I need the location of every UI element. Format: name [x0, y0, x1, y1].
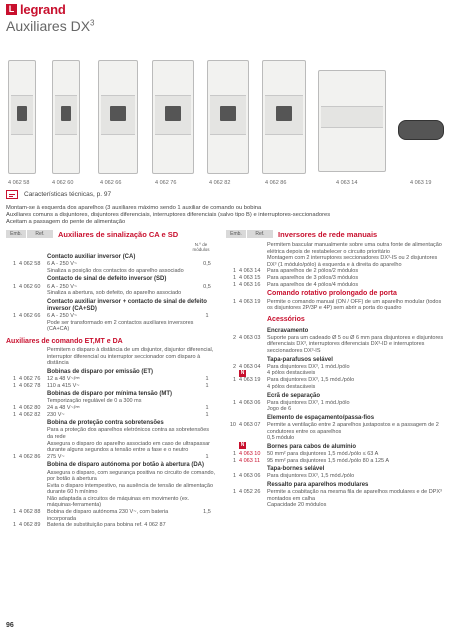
table-row	[6, 383, 216, 390]
intro-line: Auxiliares comuns a disjuntores, disjuntores diferenciais, interruptores diferenciais (salvo tipo B) e interruptores-seccionadores	[6, 212, 331, 219]
desc: Permite a coabitação na mesma fila de aparelhos modulares e de DPX³ montados em calha Capacidade 20 módulos	[267, 489, 442, 509]
ref: 4 062 66	[19, 313, 41, 320]
header-emb: Emb.	[226, 230, 246, 238]
right-column	[226, 230, 446, 509]
section-title: Auxiliares de sinalização CA e SD	[58, 229, 179, 239]
table-row	[226, 400, 446, 413]
section-title: Inversores de rede manuais	[278, 229, 378, 239]
subsection-title: Tapa-bornes selável	[267, 466, 325, 473]
ref: 4 063 07	[239, 422, 261, 429]
qty: 1	[12, 404, 16, 411]
ref: 4 063 14	[239, 268, 261, 275]
new-badge: N	[240, 441, 245, 448]
section-text: Permitem o disparo à distância de um disjuntor, disjuntor diferencial, interruptor diferencial ou interruptor seccionador com disparo à distância	[47, 346, 214, 367]
subsection-title: Bornes para cabos de alumínio	[267, 443, 357, 450]
ref: 4 063 15	[239, 274, 261, 281]
qty: 1	[12, 375, 16, 382]
right-header	[226, 230, 446, 238]
ref: 4 063 03	[239, 334, 261, 341]
left-column	[6, 230, 216, 529]
logo-text: legrand	[20, 2, 66, 17]
logo-mark: L	[6, 4, 17, 15]
table-row	[226, 275, 446, 282]
qty: 1	[12, 382, 16, 389]
section-title: Comando rotativo prolongado de porta	[267, 290, 397, 298]
subsection-title: Ressalto para aparelhos modulares	[267, 482, 369, 489]
desc: Para disjuntores DX³, 1 mód./pólo	[267, 363, 350, 370]
desc: Para aparelhos de 4 pólos/4 módulos	[267, 281, 359, 288]
qty: 1	[232, 451, 236, 458]
intro-line: Aceitam a passagem do pente de alimentação	[6, 219, 126, 226]
subsection-title: Contacto auxiliar inversor + contacto de sinal de defeito inversor (CA+SD)	[47, 298, 207, 312]
subsection-title: Tapa-parafusos selável	[267, 356, 333, 363]
qty: 1	[232, 281, 236, 288]
modules: 1	[205, 404, 209, 411]
table-row	[226, 282, 446, 289]
device-photo-3	[98, 60, 138, 174]
modules	[198, 522, 216, 529]
qty: 1	[232, 457, 236, 464]
caption-1: 4 062 58	[8, 180, 30, 186]
qty: 2	[232, 363, 236, 370]
desc: 275 V~	[47, 453, 65, 460]
subsection-title: Encravamento	[267, 327, 309, 334]
qty: 1	[232, 298, 236, 305]
desc: Suporte para um cadeado Ø 5 ou Ø 6 mm para disjuntores e disjuntores diferenciais DX³, interruptores diferenciais DX³-ID e interruptores seccionadores DX³-IS	[267, 334, 444, 354]
device-photo-7	[318, 70, 386, 172]
device-photo-8	[398, 120, 444, 140]
caption-8: 4 063 19	[410, 180, 432, 186]
section-text: Permitem bascular manualmente sobre uma outra fonte de alimentação elétrica depois de restabelecer o circuito prioritário Montagem com 2 interruptores seccionadores DX³-IS ou 2 disjuntores DX³ (1 módulo/pólo) à esquerda e à direita do aparelho	[267, 242, 442, 268]
qty: 1	[12, 411, 16, 418]
ref: 4 063 19	[239, 377, 261, 384]
modules: 1	[205, 411, 209, 418]
desc: 24 a 48 V~/⎓	[47, 404, 80, 411]
qty: 1	[12, 522, 16, 529]
qty: 1	[232, 399, 236, 406]
desc: 12 a 48 V~/⎓	[47, 375, 80, 382]
intro-line: Montam-se à esquerda dos aparelhos (3 auxiliares máximo sendo 1 auxiliar de comando ou bobina	[6, 205, 262, 211]
table-row	[6, 405, 216, 412]
qty: 1	[12, 453, 16, 460]
subsection-title: Bobina de disparo autónoma por botão à abertura (DA)	[47, 462, 205, 469]
desc: 4 pólos destacáveis	[267, 370, 316, 377]
desc: 6 A - 250 V~ Pode ser transformado em 2 contactos auxiliares inversores (CA+CA)	[47, 313, 194, 333]
caption-5: 4 062 82	[209, 180, 231, 186]
desc: 230 V~	[47, 411, 65, 418]
qty: 1	[232, 377, 236, 384]
tech-specs-link[interactable]: Características técnicas, p. 97	[24, 191, 112, 198]
caption-7: 4 063 14	[336, 180, 358, 186]
table-row	[226, 422, 446, 442]
page-number: 96	[6, 622, 14, 629]
ref: 4 062 88	[19, 509, 41, 516]
ref: 4 062 58	[19, 261, 41, 268]
table-row	[6, 284, 216, 297]
desc: Bobina de disparo autónoma 230 V~, com bateria incorporada	[47, 509, 169, 522]
table-row	[6, 412, 216, 419]
subsection-title: Elemento de espaçamento/passa-fios	[267, 414, 375, 421]
desc: Permite o comando manual (ON / OFF) de um aparelho modular (todos os disjuntores 2P/3P e 4P) sem abrir a porta do quadro	[267, 298, 442, 312]
ref: 4 063 19	[239, 298, 261, 305]
modules-header: N.º de módulos	[192, 242, 210, 252]
table-row	[226, 451, 446, 458]
ref: 4 062 60	[19, 283, 41, 290]
modules: 1	[205, 382, 209, 389]
desc: Para disjuntores DX³, 1,5 mód./pólo 4 pólos destacáveis	[267, 377, 355, 390]
qty: 1	[12, 283, 16, 290]
qty: 2	[232, 334, 236, 341]
table-row	[226, 364, 446, 371]
section-title: Auxiliares de comando ET,MT e DA	[6, 337, 123, 345]
header-ref: Ref.	[27, 230, 53, 238]
modules: 0,5	[203, 261, 211, 268]
device-photo-2	[52, 60, 80, 174]
desc: 110 a 415 V~	[47, 382, 80, 389]
ref: 4 063 04	[239, 363, 261, 370]
qty: 1	[232, 473, 236, 480]
ref: 4 063 10	[239, 451, 261, 458]
desc: 6 A - 250 V~ Sinaliza a abertura, sob defeito, do aparelho associado	[47, 283, 182, 297]
ref: 4 052 26	[239, 489, 261, 496]
qty: 1	[232, 489, 236, 496]
table-row	[6, 509, 216, 522]
header-ref: Ref.	[247, 230, 273, 238]
modules: 1,5	[203, 509, 211, 516]
qty: 10	[229, 422, 236, 429]
ref: 4 062 80	[19, 404, 41, 411]
ref: 4 062 78	[19, 382, 41, 389]
table-row	[226, 370, 446, 377]
desc: 95 mm² para disjuntores 1,5 mód./pólo 80 a 125 A	[267, 457, 389, 464]
ref: 4 062 86	[19, 453, 41, 460]
qty: 1	[12, 509, 16, 516]
caption-6: 4 062 86	[265, 180, 287, 186]
table-row	[226, 335, 446, 355]
ref: 4 062 82	[19, 411, 41, 418]
ref	[239, 370, 267, 377]
subsection-title: Bobina de proteção contra sobretensões	[47, 420, 164, 427]
desc: Para aparelhos de 3 pólos/3 módulos	[267, 274, 359, 281]
device-photo-4	[152, 60, 194, 174]
subsection-title: Bobinas de disparo por mínima tensão (MT)	[47, 391, 173, 398]
left-item-group	[6, 252, 216, 333]
ref: 4 063 11	[239, 457, 261, 464]
desc: Permite a ventilação entre 2 aparelhos justapostos e a passagem de 2 condutores entre os aparelhos 0,5 módulo	[267, 422, 439, 442]
qty	[226, 370, 239, 377]
qty: 1	[232, 268, 236, 275]
table-row	[226, 473, 446, 480]
qty: 1	[12, 261, 16, 268]
subsection-text: Temporização regulável de 0 a 300 ms	[47, 398, 142, 405]
brand-logo	[6, 2, 66, 17]
subsection-text: Assegura o disparo, com segurança positiva no circuito de comando, por botão à abertura Evita o disparo intempestivo, na ausência de tensão de alimentação durante 60 h mínimo Não adaptada a circuitos de máquinas em movimento (ex. máquinas-ferramenta)	[47, 469, 216, 509]
modules: 1	[205, 313, 209, 320]
desc: 6 A - 250 V~ Sinaliza a posição dos contactos do aparelho associado	[47, 261, 184, 274]
subsection-title: Bobinas de disparo por emissão (ET)	[47, 368, 154, 375]
document-icon	[6, 190, 18, 199]
header-emb: Emb.	[6, 230, 26, 238]
table-row	[6, 522, 216, 529]
table-row	[226, 489, 446, 509]
desc: Para disjuntores DX³, 1 mód./pólo Jogo de 6	[267, 399, 350, 413]
caption-4: 4 062 76	[155, 180, 177, 186]
device-photo-5	[207, 60, 249, 174]
modules: 1	[205, 375, 209, 382]
desc: Para aparelhos de 2 pólos/2 módulos	[267, 268, 359, 275]
table-row	[6, 261, 216, 274]
ref: 4 063 06	[239, 399, 261, 406]
modules: 1	[205, 453, 209, 460]
product-photos	[0, 60, 452, 178]
device-photo-1	[8, 60, 36, 174]
tech-specs-line	[6, 190, 111, 199]
desc: Para disjuntores DX³, 1,5 mód./pólo	[267, 473, 355, 480]
subsection-text: Para a proteção dos aparelhos eletrónicos contra as sobretensões da rede Assegura o disparo do aparelho associado em caso de ultrapassar durante alguns segundos a tensão entre a fase e o neutro	[47, 427, 210, 454]
desc: Bateria de substituição para bobina ref. 4 062 87	[47, 522, 166, 529]
new-badge: N	[240, 370, 245, 377]
table-row	[226, 268, 446, 275]
caption-2: 4 062 60	[52, 180, 74, 186]
page-title: Auxiliares $DX^3$	[6, 18, 95, 34]
left-header	[6, 230, 216, 238]
table-row	[226, 299, 446, 312]
qty: 1	[232, 274, 236, 281]
modules: 0,5	[203, 283, 211, 290]
subsection-title: Contacto de sinal de defeito inversor (SD)	[47, 276, 167, 283]
intro-text	[6, 205, 446, 227]
table-row	[6, 313, 216, 333]
subsection-title: Ecrã de separação	[267, 392, 321, 399]
table-row	[6, 454, 216, 461]
subsection-title: Contacto auxiliar inversor (CA)	[47, 254, 136, 260]
desc: 50 mm² para disjuntores 1,5 mód./pólo ≤ 63 A	[267, 451, 379, 458]
ref: 4 063 16	[239, 281, 261, 288]
table-row	[6, 376, 216, 383]
ref: 4 062 89	[19, 522, 41, 529]
ref: 4 062 76	[19, 375, 41, 382]
device-photo-6	[262, 60, 306, 174]
caption-3: 4 062 66	[100, 180, 122, 186]
qty: 1	[12, 313, 16, 320]
table-row	[226, 458, 446, 465]
table-row	[226, 377, 446, 390]
section-title: Acessórios	[267, 315, 305, 323]
ref: 4 063 06	[239, 473, 261, 480]
